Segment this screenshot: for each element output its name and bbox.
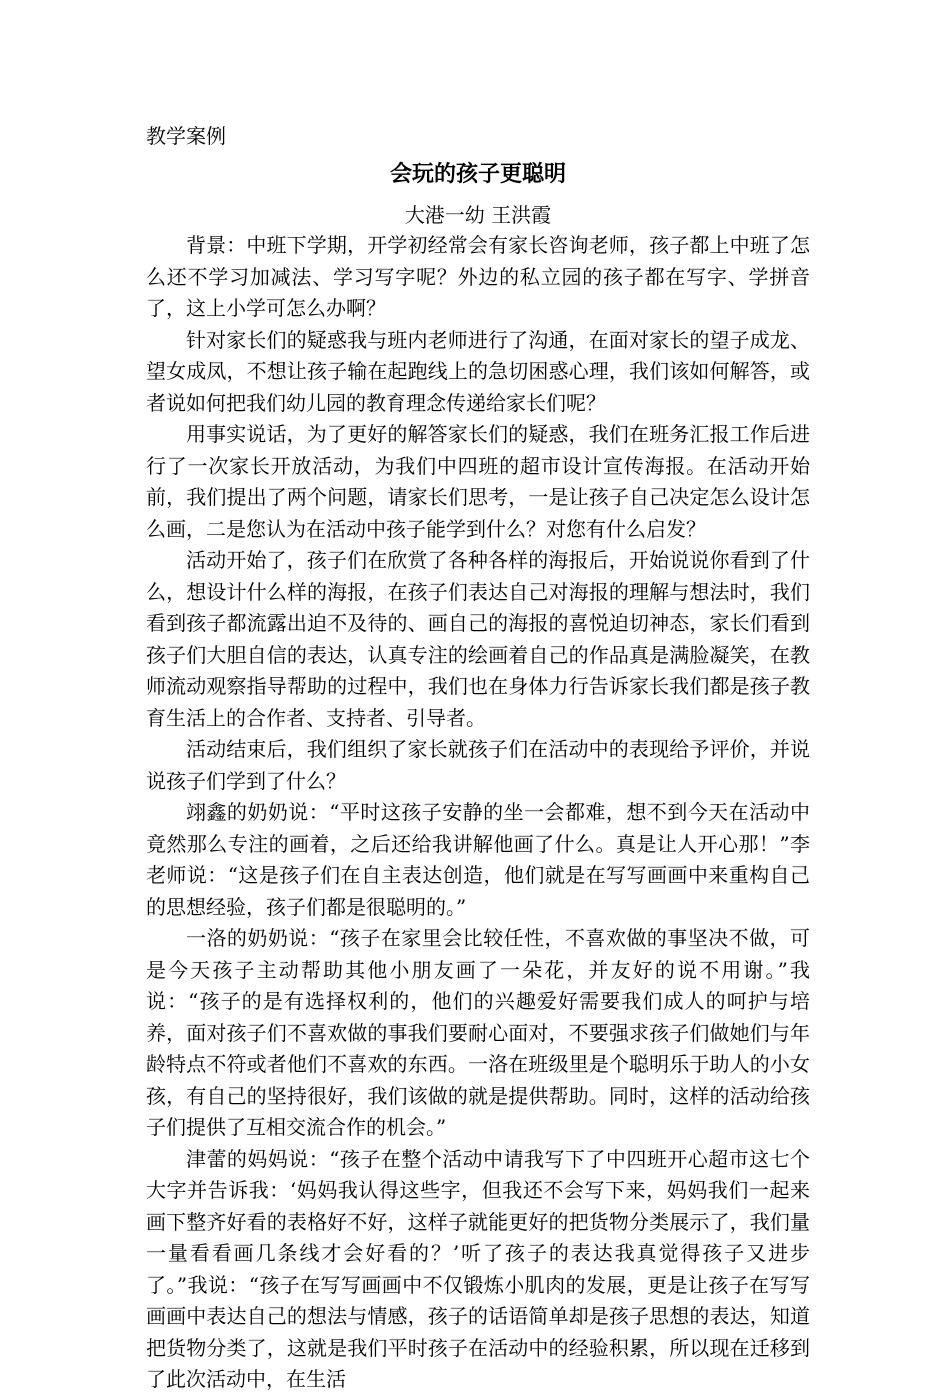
paragraph-evaluation: 活动结束后，我们组织了家长就孩子们在活动中的表现给予评价，并说说孩子们学到了什么？ [146, 737, 810, 793]
paragraph-activity-process: 活动开始了，孩子们在欣赏了各种各样的海报后，开始说说你看到了什么，想设计什么样的海报，在孩子们表达自己对海报的理解与想法时，我们看到孩子都流露出迫不及待的、画自己的海报的喜悦迫切神态，家长们看到孩子们大胆自信的表达，认真专注的绘画着自己的作品真是满脸凝笑，在教师流动观察指导帮助的过程中，我们也在身体力行告诉家长我们都是孩子教育生活上的合作者、支持者、引导者。 [146, 548, 810, 730]
paragraph-open-activity: 用事实说话，为了更好的解答家长们的疑惑，我们在班务汇报工作后进行了一次家长开放活动，为我们中四班的超市设计宣传海报。在活动开始前，我们提出了两个问题，请家长们思考，一是让孩子自己决定怎么设计怎么画，二是您认为在活动中孩子能学到什么？对您有什么启发？ [146, 422, 810, 541]
paragraph-background: 背景：中班下学期，开学初经常会有家长咨询老师，孩子都上中班了怎么还不学习加减法、学习写字呢？外边的私立园的孩子都在写字、学拼音了，这上小学可怎么办啊？ [146, 233, 810, 320]
paragraph-yiluo-grandma: 一洛的奶奶说：“孩子在家里会比较任性，不喜欢做的事坚决不做，可是今天孩子主动帮助其他小朋友画了一朵花，并友好的说不用谢。”我说：“孩子的是有选择权利的，他们的兴趣爱好需要我们成人的呵护与培养，面对孩子们不喜欢做的事我们要耐心面对，不要强求孩子们做她们与年龄特点不符或者他们不喜欢的东西。一洛在班级里是个聪明乐于助人的小女孩，有自己的坚持很好，我们该做的就是提供帮助。同时，这样的活动给孩子们提供了互相交流合作的机会。” [146, 926, 810, 1139]
paragraph-yixin-grandma: 翊鑫的奶奶说：“平时这孩子安静的坐一会都难，想不到今天在活动中竟然那么专注的画着，之后还给我讲解他画了什么。真是让人开心那！”李老师说：“这是孩子们在自主表达创造，他们就是在写写画画中来重构自己的思想经验，孩子们都是很聪明的。” [146, 800, 810, 919]
document-category-label: 教学案例 [146, 124, 226, 148]
document-author: 大港一幼 王洪霞 [404, 203, 552, 227]
document-page [146, 120, 810, 1396]
paragraph-jinlei-mother: 津蕾的妈妈说：“孩子在整个活动中请我写下了中四班开心超市这七个大字并告诉我：‘妈妈我认得这些字，但我还不会写下来，妈妈我们一起来画下整齐好看的表格好不好，这样子就能更好的把货物分类展示了，我们量一量看看画几条线才会好看的？’听了孩子的表达我真觉得孩子又进步了。”我说：“孩子在写写画画中不仅锻炼小肌肉的发展，更是让孩子在写写画画中表达自己的想法与情感，孩子的话语简单却是孩子思想的表达，知道把货物分类了，这就是我们平时孩子在活动中的经验积累，所以现在迁移到了此次活动中，在生活 [146, 1146, 810, 1391]
document-title: 会玩的孩子更聪明 [389, 162, 566, 187]
paragraph-communication: 针对家长们的疑惑我与班内老师进行了沟通，在面对家长的望子成龙、望女成凤，不想让孩子输在起跑线上的急切困惑心理，我们该如何解答，或者说如何把我们幼儿园的教育理念传递给家长们呢？ [146, 327, 810, 415]
document-body [146, 230, 810, 1396]
